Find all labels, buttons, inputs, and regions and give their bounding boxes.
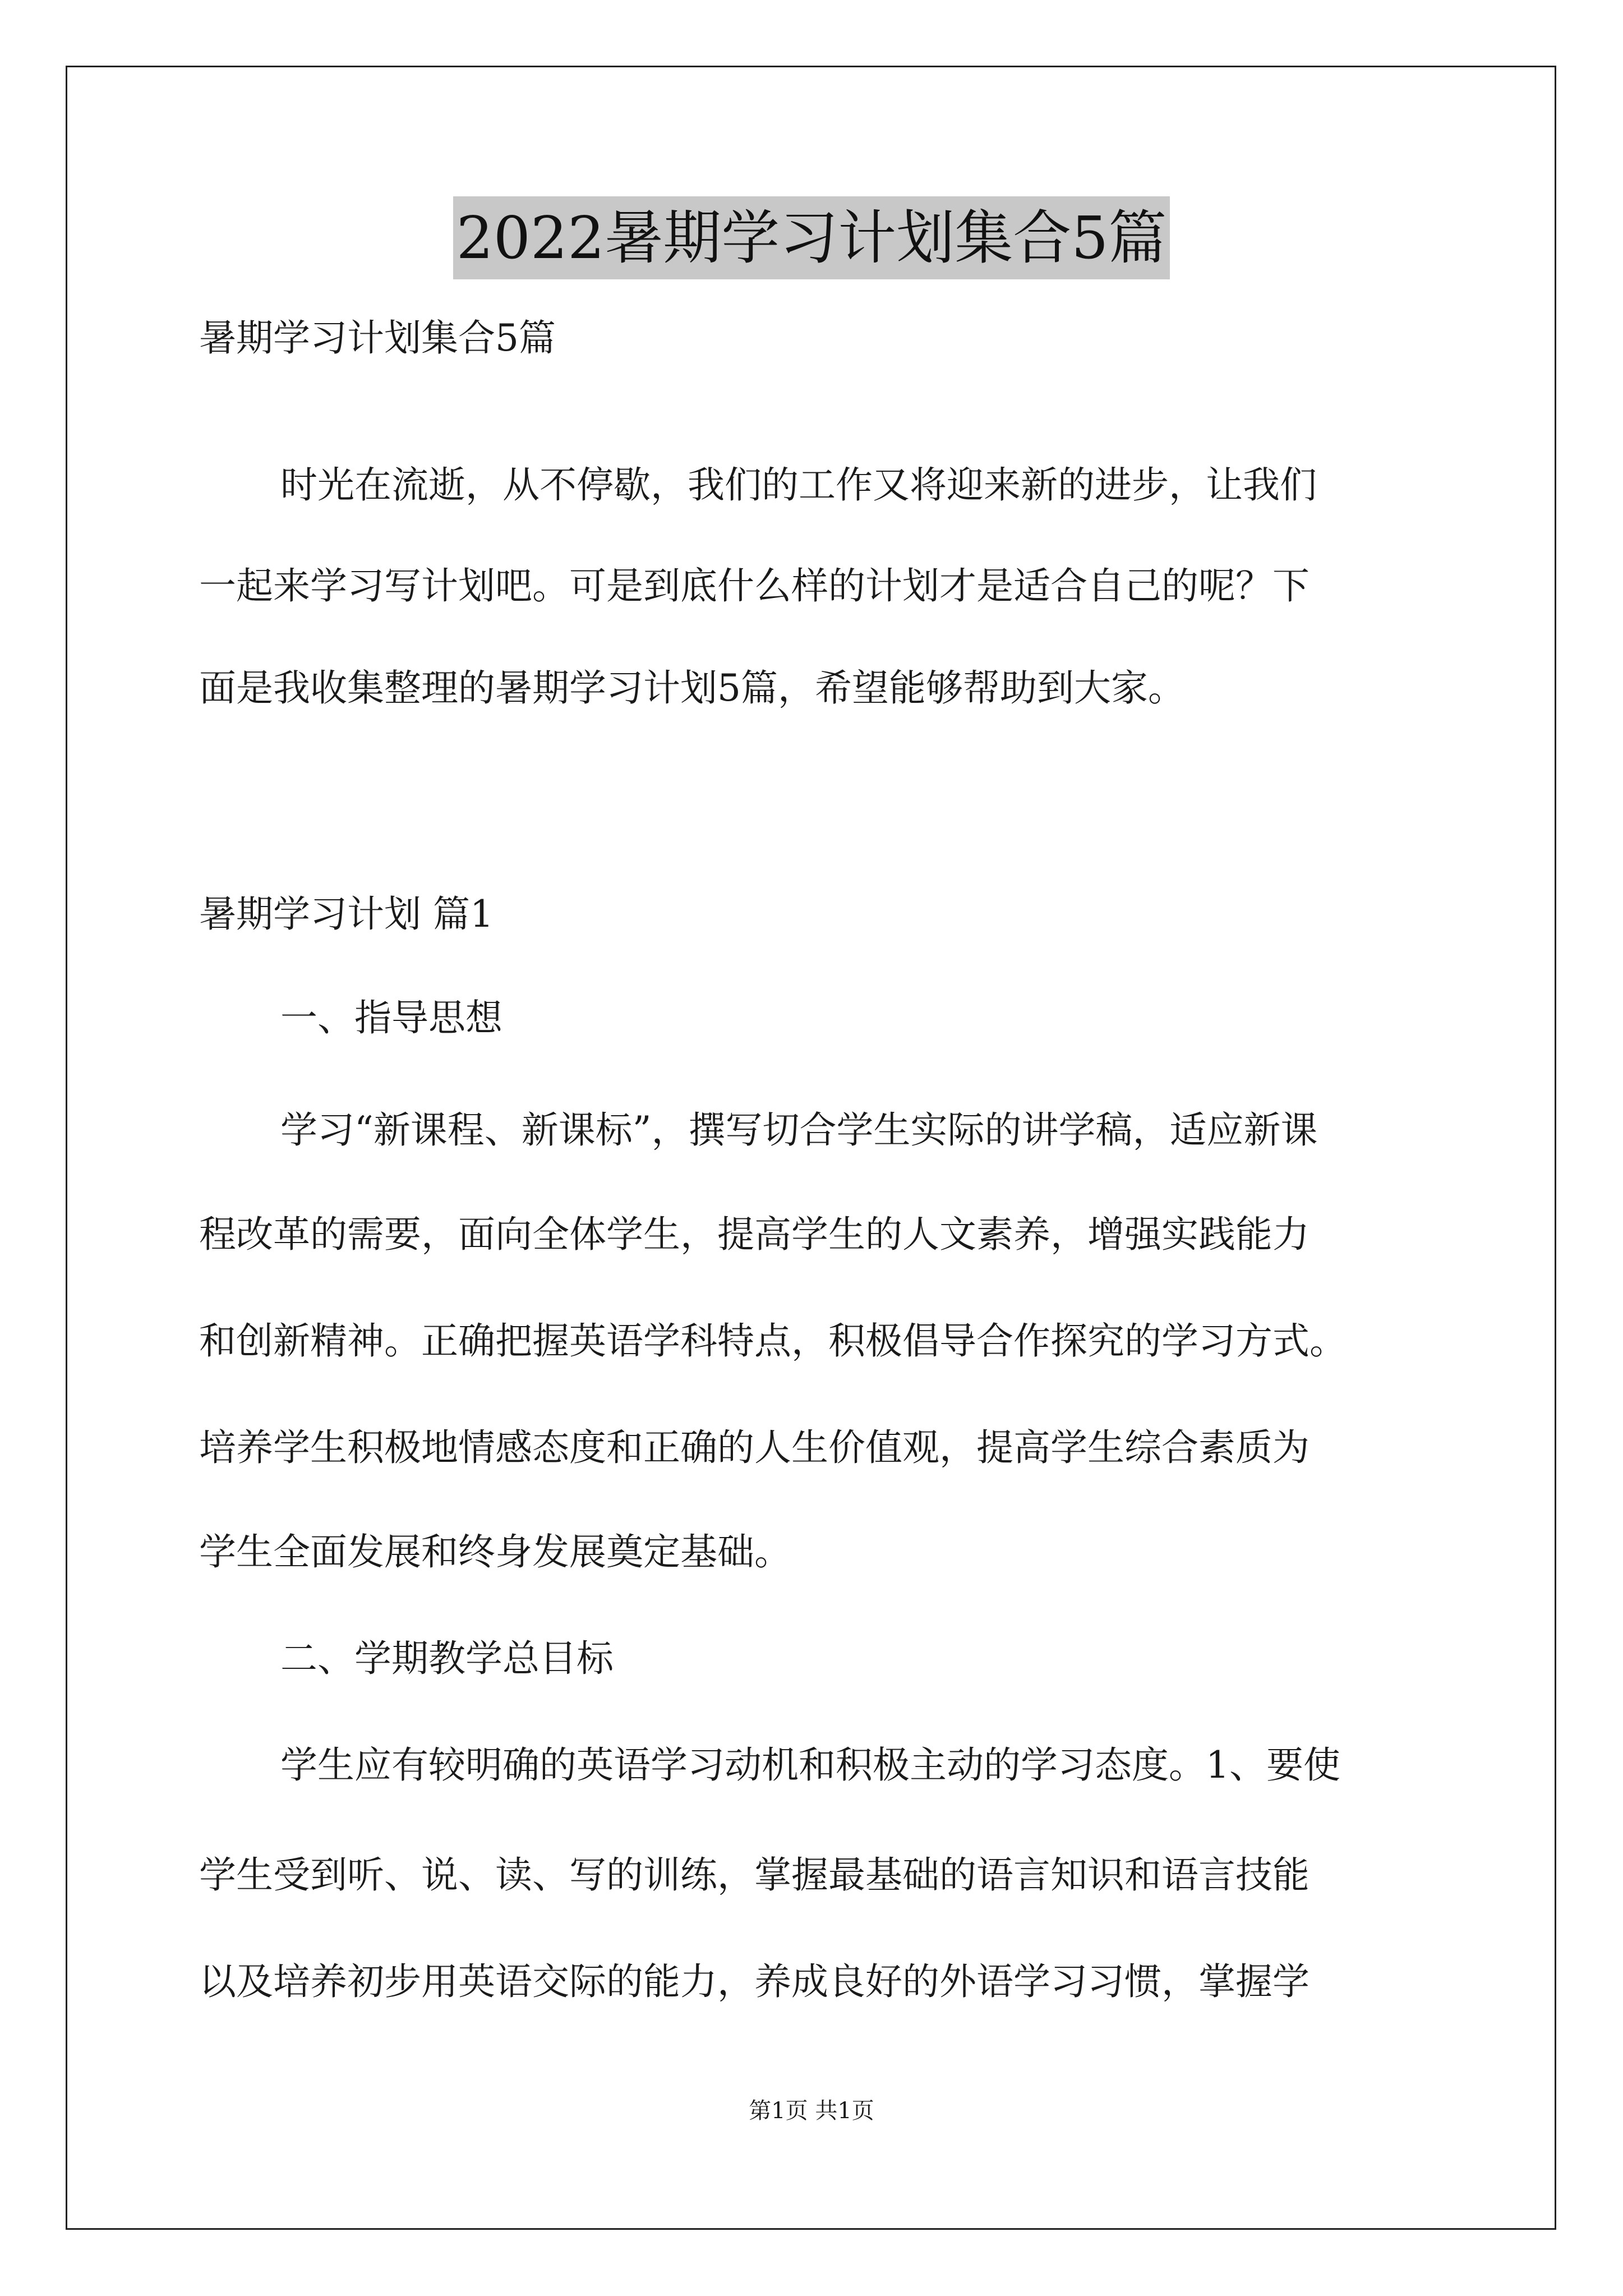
intro-paragraph-line: 一起来学习写计划吧。可是到底什么样的计划才是适合自己的呢？下 [199,564,1310,608]
body-paragraph-line: 学生应有较明确的英语学习动机和积极主动的学习态度。1、要使 [280,1743,1340,1787]
body-paragraph-line: 学生全面发展和终身发展奠定基础。 [199,1530,791,1573]
body-paragraph-line: 培养学生积极地情感态度和正确的人生价值观，提高学生综合素质为 [199,1426,1310,1469]
page-footer: 第1页 共1页 [749,2098,874,2124]
document-title: 2022暑期学习计划集合5篇 [453,196,1170,279]
body-paragraph-line: 以及培养初步用英语交际的能力，养成良好的外语学习习惯，掌握学 [199,1960,1310,2003]
body-paragraph-line: 学生受到听、说、读、写的训练，掌握最基础的语言知识和语言技能 [199,1853,1310,1897]
subtitle-line: 暑期学习计划集合5篇 [199,316,556,360]
intro-paragraph-line: 面是我收集整理的暑期学习计划5篇，希望能够帮助到大家。 [199,666,1185,710]
body-paragraph-line: 学习“新课程、新课标”，撰写切合学生实际的讲学稿，适应新课 [280,1108,1318,1152]
subsection-heading: 一、指导思想 [280,996,502,1039]
subsection-heading: 二、学期教学总目标 [280,1637,614,1680]
title-container [0,196,1623,279]
body-paragraph-line: 程改革的需要，面向全体学生，提高学生的人文素养，增强实践能力 [199,1213,1310,1256]
body-paragraph-line: 和创新精神。正确把握英语学科特点，积极倡导合作探究的学习方式。 [199,1319,1347,1363]
section-heading: 暑期学习计划 篇1 [199,892,494,936]
intro-paragraph-line: 时光在流逝，从不停歇，我们的工作又将迎来新的进步，让我们 [280,463,1317,507]
